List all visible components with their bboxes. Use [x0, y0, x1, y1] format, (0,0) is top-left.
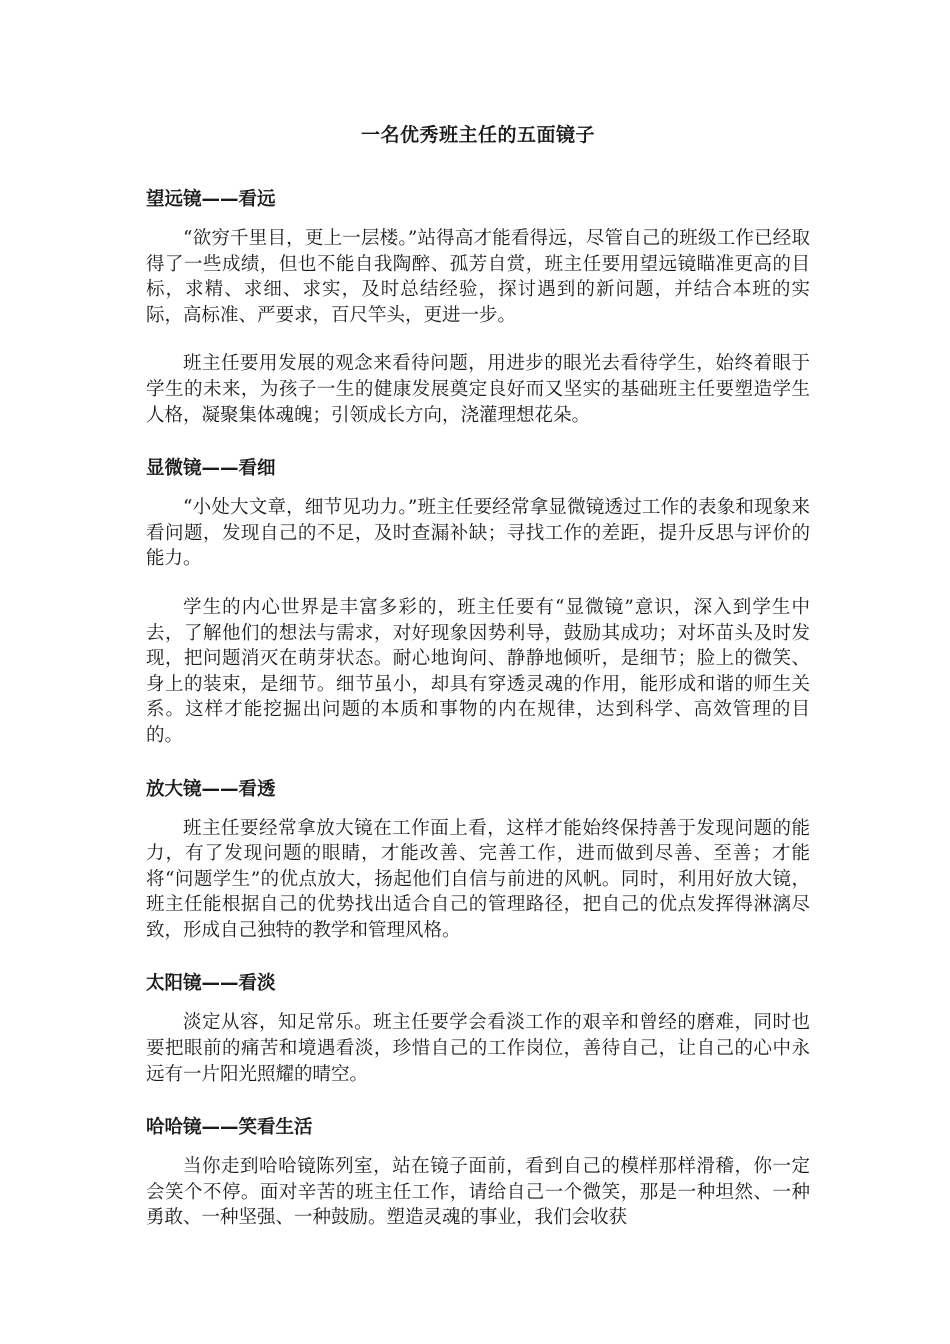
paragraph: 班主任要用发展的观念来看待问题，用进步的眼光去看待学生，始终着眼于学生的未来，为孩子一生的健康发展奠定良好而又坚实的基础班主任要塑造学生人格，凝聚集体魂魄；引领成长方向，浇灌理想花朵。: [146, 353, 810, 426]
section-heading: 放大镜——看透: [146, 778, 276, 800]
document-title: 一名优秀班主任的五面镜子: [360, 124, 595, 146]
paragraph: “小处大文章，细节见功力。”班主任要经常拿显微镜透过工作的表象和现象来看问题，发现自己的不足，及时查漏补缺；寻找工作的差距，提升反思与评价的能力。: [146, 497, 810, 570]
section-telescope: [146, 182, 810, 428]
paragraph: 当你走到哈哈镜陈列室，站在镜子面前，看到自己的模样那样滑稽，你一定会笑个不停。面对辛苦的班主任工作，请给自己一个微笑，那是一种坦然、一种勇敢、一种坚强、一种鼓励。塑造灵魂的事业，我们会收获: [146, 1156, 810, 1229]
section-sunglasses: [146, 966, 810, 1087]
paragraph: 班主任要经常拿放大镜在工作面上看，这样才能始终保持善于发现问题的能力，有了发现问题的眼睛，才能改善、完善工作，进而做到尽善、至善；才能将“问题学生”的优点放大，扬起他们自信与前进的风帆。同时，利用好放大镜，班主任能根据自己的优势找出适合自己的管理路径，把自己的优点发挥得淋漓尽致，形成自己独特的教学和管理风格。: [146, 817, 810, 941]
section-heading: 显微镜——看细: [146, 458, 276, 480]
section-funhouse-mirror: [146, 1110, 810, 1231]
document-page: [146, 118, 810, 1254]
section-microscope: [146, 451, 810, 748]
paragraph: 学生的内心世界是丰富多彩的，班主任要有“显微镜”意识，深入到学生中去，了解他们的想法与需求，对好现象因势利导，鼓励其成功；对坏苗头及时发现，把问题消灭在萌芽状态。耐心地询问、静静地倾听，是细节；脸上的微笑、身上的装束，是细节。细节虽小，却具有穿透灵魂的作用，能形成和谐的师生关系。这样才能挖掘出问题的本质和事物的内在规律，达到科学、高效管理的目的。: [146, 596, 810, 746]
section-heading: 望远镜——看远: [146, 189, 276, 210]
section-heading: 哈哈镜——笑看生活: [146, 1117, 313, 1139]
section-magnifier: [146, 772, 810, 944]
paragraph: 淡定从容，知足常乐。班主任要学会看淡工作的艰辛和曾经的磨难，同时也要把眼前的痛苦和境遇看淡，珍惜自己的工作岗位，善待自己，让自己的心中永远有一片阳光照耀的晴空。: [146, 1012, 810, 1085]
paragraph: “欲穷千里目，更上一层楼。”站得高才能看得远，尽管自己的班级工作已经取得了一些成绩，但也不能自我陶醉、孤芳自赏，班主任要用望远镜瞄准更高的目标，求精、求细、求实，及时总结经验，探讨遇到的新问题，并结合本班的实际，高标准、严要求，百尺竿头，更进一步。: [146, 228, 810, 326]
section-heading: 太阳镜——看淡: [146, 973, 276, 995]
